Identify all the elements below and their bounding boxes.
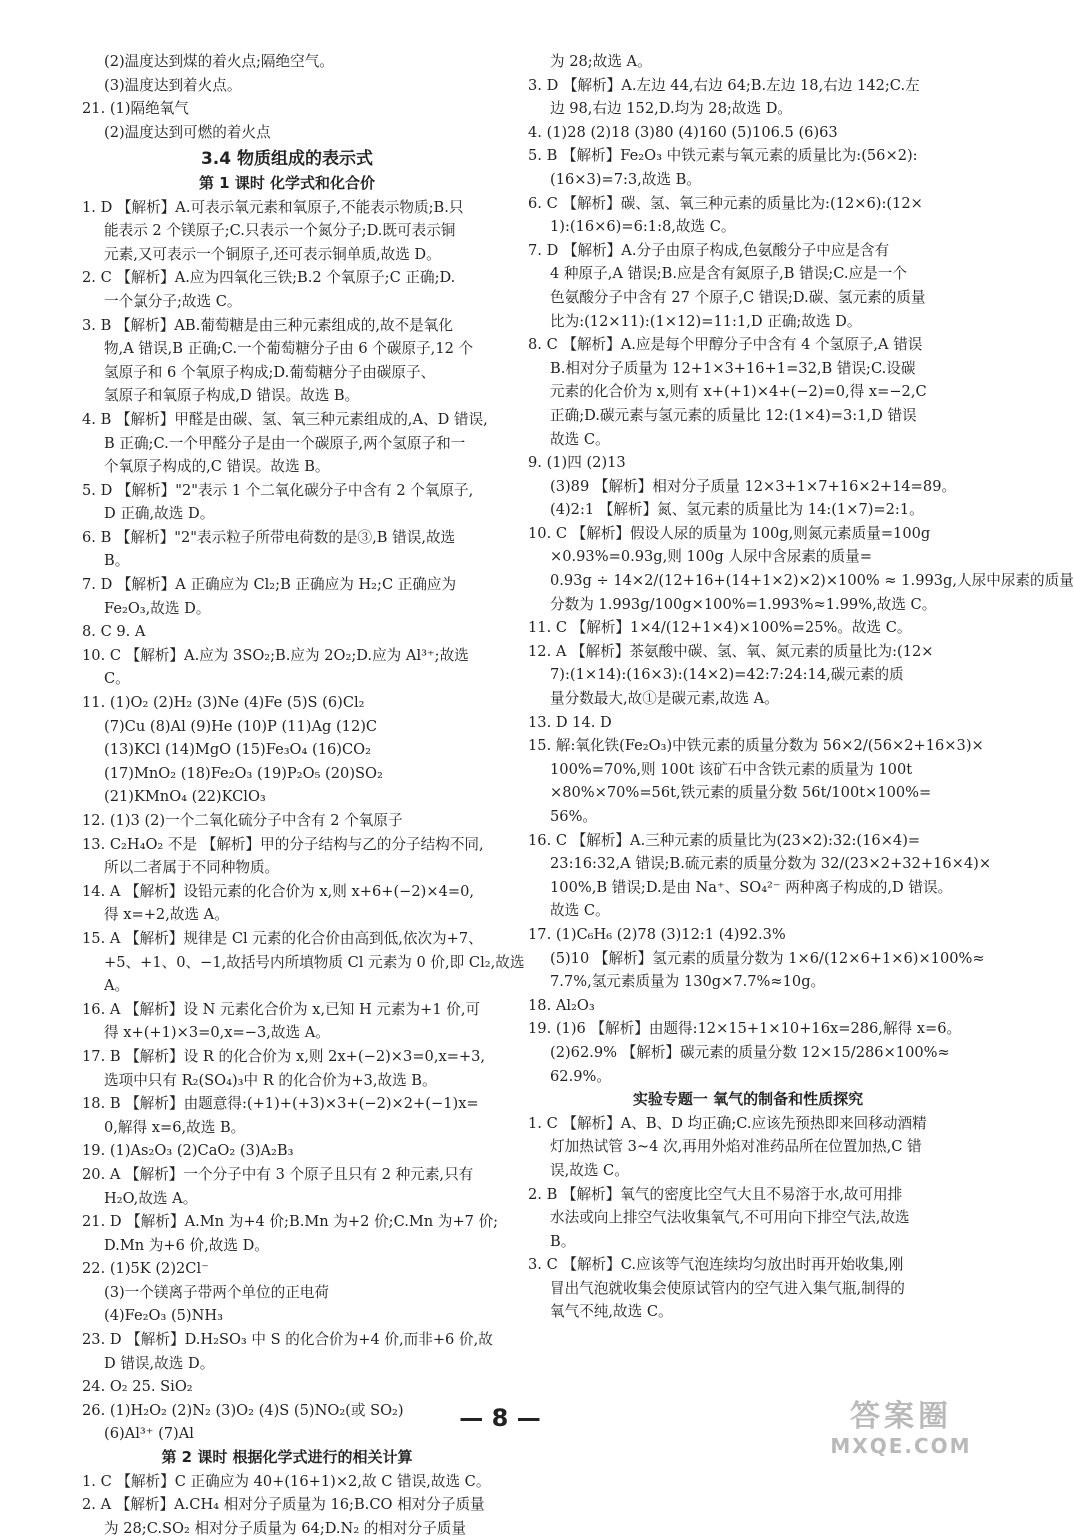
text-line: 21. (1)隔绝氧气 — [82, 100, 189, 118]
text-line: 100%=70%,则 100t 该矿石中含铁元素的质量为 100t — [550, 760, 913, 778]
text-line: 17. B 【解析】设 R 的化合价为 x,则 2x+(−2)×3=0,x=+3, — [82, 1047, 486, 1065]
text-line: 16. C 【解析】A.三种元素的质量比为(23×2):32:(16×4)= — [528, 831, 921, 849]
text-line: 23. D 【解析】D.H₂SO₃ 中 S 的化合价为+4 价,而非+6 价,故 — [82, 1331, 493, 1349]
text-line: 得 x=+2,故选 A。 — [104, 906, 229, 924]
text-line: 4 种原子,A 错误;B.应是含有氮原子,B 错误;C.应是一个 — [550, 265, 907, 283]
text-line: (3)89 【解析】相对分子质量 12×3+1×7+16×2+14=89。 — [550, 477, 957, 495]
text-line: B 正确;C.一个甲醛分子是由一个碳原子,两个氢原子和一 — [104, 434, 466, 452]
text-line: (5)10 【解析】氢元素的质量分数为 1×6/(12×6+1×6)×100%≈ — [550, 949, 985, 967]
text-line: 14. A 【解析】设铅元素的化合价为 x,则 x+6+(−2)×4=0, — [82, 882, 475, 900]
text-line: (2)62.9% 【解析】碳元素的质量分数 12×15/286×100%≈ — [550, 1043, 950, 1061]
text-line: 为 28;故选 A。 — [550, 53, 652, 70]
text-line: 能表示 2 个镁原子;C.只表示一个氮分子;D.既可表示铜 — [104, 222, 456, 240]
watermark — [826, 1400, 976, 1462]
text-line: 误,故选 C。 — [550, 1161, 629, 1179]
left-column — [82, 50, 525, 1540]
text-line: 15. A 【解析】规律是 Cl 元素的化合价由高到低,依次为+7、 — [82, 929, 483, 947]
text-line: (3)一个镁离子带两个单位的正电荷 — [104, 1283, 329, 1301]
text-line: (3)温度达到着火点。 — [104, 76, 242, 94]
text-line: 8. C 9. A — [82, 623, 146, 641]
text-line: 灯加热试管 3~4 次,再用外焰对准药品所在位置加热,C 错 — [550, 1138, 922, 1156]
text-line: 边 98,右边 152,D.均为 28;故选 D。 — [550, 100, 793, 118]
text-line: 5. D 【解析】"2"表示 1 个二氧化碳分子中含有 2 个氧原子, — [82, 481, 474, 499]
text-line: 1. C 【解析】C 正确应为 40+(16+1)×2,故 C 错误,故选 C。 — [82, 1472, 491, 1490]
text-line: 3. B 【解析】AB.葡萄糖是由三种元素组成的,故不是氧化 — [82, 316, 453, 334]
text-line: 所以二者属于不同种物质。 — [104, 859, 280, 877]
text-line: 7):(1×14):(16×3):(14×2)=42:7:24:14,碳元素的质 — [550, 666, 904, 684]
watermark-url: MXQE.COM — [830, 1434, 972, 1458]
text-line: 选项中只有 R₂(SO₄)₃中 R 的化合价为+3,故选 B。 — [104, 1071, 437, 1089]
text-line: 8. C 【解析】A.应是每个甲醇分子中含有 4 个氢原子,A 错误 — [528, 336, 923, 354]
text-line: 0.93g ÷ 14×2/(12+16+(14+1×2)×2)×100% ≈ 1.993g,人尿中尿素的质量 — [550, 572, 1074, 590]
page-number: — 8 — — [459, 1404, 541, 1432]
text-line: 10. C 【解析】假设人尿的质量为 100g,则氮元素质量=100g — [528, 524, 931, 542]
text-line: ×0.93%=0.93g,则 100g 人尿中含尿素的质量= — [550, 548, 872, 566]
text-line: 62.9%。 — [550, 1067, 611, 1085]
text-line: B.相对分子质量为 12+1×3+16+1=32,B 错误;C.设碳 — [550, 359, 916, 377]
text-line: 100%,B 错误;D.是由 Na⁺、SO₄²⁻ 两种离子构成的,D 错误。 — [550, 878, 953, 896]
text-line: 0,解得 x=6,故选 B。 — [104, 1118, 246, 1136]
text-line: (21)KMnO₄ (22)KClO₃ — [104, 788, 266, 806]
text-line: 19. (1)As₂O₃ (2)CaO₂ (3)A₂B₃ — [82, 1142, 294, 1160]
text-line: 3. D 【解析】A.左边 44,右边 64;B.左边 18,右边 142;C.左 — [528, 76, 920, 94]
section-title: 实验专题一 氧气的制备和性质探究 — [632, 1090, 864, 1109]
text-line: 16. A 【解析】设 N 元素化合价为 x,已知 H 元素为+1 价,可 — [82, 1000, 481, 1018]
text-line: 26. (1)H₂O₂ (2)N₂ (3)O₂ (4)S (5)NO₂(或 SO₂) — [82, 1401, 404, 1419]
text-line: +5、+1、0、−1,故括号内所填物质 Cl 元素为 0 价,即 Cl₂,故选 — [104, 953, 525, 971]
text-line: 22. (1)5K (2)2Cl⁻ — [82, 1260, 209, 1278]
text-line: 故选 C。 — [550, 430, 610, 448]
text-line: 得 x+(+1)×3=0,x=−3,故选 A。 — [104, 1024, 330, 1042]
text-line: 氢原子和氧原子构成,D 错误。故选 B。 — [104, 387, 360, 405]
text-line: 为 28;C.SO₂ 相对分子质量为 64;D.N₂ 的相对分子质量 — [104, 1519, 466, 1537]
text-line: 24. O₂ 25. SiO₂ — [82, 1378, 193, 1396]
text-line: 7. D 【解析】A 正确应为 Cl₂;B 正确应为 H₂;C 正确应为 — [82, 576, 457, 594]
text-line: D 错误,故选 D。 — [104, 1354, 215, 1372]
text-line: 1):(16×6)=6:1:8,故选 C。 — [550, 218, 736, 236]
text-line: 2. C 【解析】A.应为四氧化三铁;B.2 个氧原子;C 正确;D. — [82, 269, 456, 287]
text-line: (4)Fe₂O₃ (5)NH₃ — [104, 1307, 223, 1325]
text-line: 20. A 【解析】一个分子中有 3 个原子且只有 2 种元素,只有 — [82, 1165, 474, 1183]
text-line: 色氨酸分子中含有 27 个原子,C 错误;D.碳、氢元素的质量 — [550, 288, 926, 306]
lesson-title: 第 1 课时 化学式和化合价 — [198, 173, 376, 192]
text-line: (17)MnO₂ (18)Fe₂O₃ (19)P₂O₅ (20)SO₂ — [104, 764, 383, 782]
text-line: 17. (1)C₆H₆ (2)78 (3)12:1 (4)92.3% — [528, 925, 786, 943]
text-line: 1. C 【解析】A、B、D 均正确;C.应该先预热即来回移动酒精 — [528, 1114, 927, 1132]
text-line: 19. (1)6 【解析】由题得:12×15+1×10+16x=286,解得 x=6。 — [528, 1020, 962, 1038]
text-line: 氢原子和 6 个氧原子构成;D.葡萄糖分子由碳原子、 — [104, 363, 436, 381]
text-line: 13. C₂H₄O₂ 不是 【解析】甲的分子结构与乙的分子结构不同, — [82, 835, 484, 853]
text-line: 比为:(12×11):(1×12)=11:1,D 正确;故选 D。 — [550, 312, 862, 330]
watermark-logo-text: 答案圈 — [850, 1399, 952, 1434]
text-line: 5. B 【解析】Fe₂O₃ 中铁元素与氧元素的质量比为:(56×2): — [528, 147, 918, 165]
text-line: 3. C 【解析】C.应该等气泡连续均匀放出时再开始收集,刚 — [528, 1256, 904, 1274]
text-line: (6)Al³⁺ (7)Al — [104, 1425, 194, 1443]
section-title: 3.4 物质组成的表示式 — [200, 149, 374, 170]
text-line: 21. D 【解析】A.Mn 为+4 价;B.Mn 为+2 价;C.Mn 为+7 价; — [82, 1213, 499, 1231]
text-line: 18. B 【解析】由题意得:(+1)+(+3)×3+(−2)×2+(−1)x= — [82, 1095, 479, 1113]
text-line: C。 — [104, 670, 130, 688]
text-line: 氧气不纯,故选 C。 — [550, 1303, 673, 1321]
text-line: 1. D 【解析】A.可表示氧元素和氧原子,不能表示物质;B.只 — [82, 198, 464, 216]
text-line: 11. (1)O₂ (2)H₂ (3)Ne (4)Fe (5)S (6)Cl₂ — [82, 694, 365, 712]
text-line: 元素,又可表示一个铜原子,还可表示铜单质,故选 D。 — [104, 245, 441, 263]
text-line: 13. D 14. D — [528, 713, 612, 731]
text-line: (13)KCl (14)MgO (15)Fe₃O₄ (16)CO₂ — [104, 741, 371, 759]
text-line: 分数为 1.993g/100g×100%=1.993%≈1.99%,故选 C。 — [550, 595, 937, 613]
text-line: D 正确,故选 D。 — [104, 505, 215, 523]
text-line: 6. C 【解析】碳、氢、氧三种元素的质量比为:(12×6):(12× — [528, 194, 923, 212]
text-line: 23:16:32,A 错误;B.硫元素的质量分数为 32/(23×2+32+16×4)× — [550, 855, 992, 873]
lesson-title: 第 2 课时 根据化学式进行的相关计算 — [161, 1448, 413, 1467]
right-column — [528, 50, 1074, 1324]
text-line: H₂O,故选 A。 — [104, 1189, 198, 1207]
text-line: 水法或向上排空气法收集氧气,不可用向下排空气法,故选 — [550, 1209, 910, 1227]
text-line: 15. 解:氧化铁(Fe₂O₃)中铁元素的质量分数为 56×2/(56×2+16×3)× — [528, 737, 984, 755]
text-line: 物,A 错误,B 正确;C.一个葡萄糖分子由 6 个碳原子,12 个 — [104, 340, 474, 358]
text-line: 11. C 【解析】1×4/(12+1×4)×100%=25%。故选 C。 — [528, 619, 912, 637]
text-line: 10. C 【解析】A.应为 3SO₂;B.应为 2O₂;D.应为 Al³⁺;故选 — [82, 646, 469, 664]
text-line: 4. B 【解析】甲醛是由碳、氢、氧三种元素组成的,A、D 错误, — [82, 410, 488, 428]
text-line: 18. Al₂O₃ — [528, 996, 595, 1014]
text-line: 量分数最大,故①是碳元素,故选 A。 — [550, 690, 779, 708]
text-line: 9. (1)四 (2)13 — [528, 454, 626, 472]
text-line: 12. (1)3 (2)一个二氧化硫分子中含有 2 个氧原子 — [82, 812, 403, 829]
text-line: (7)Cu (8)Al (9)He (10)P (11)Ag (12)C — [104, 717, 378, 735]
text-line: 冒出气泡就收集会使原试管内的空气进入集气瓶,制得的 — [550, 1279, 905, 1297]
text-line: Fe₂O₃,故选 D。 — [104, 599, 211, 617]
text-line: (2)温度达到可燃的着火点 — [104, 123, 271, 141]
text-line: B。 — [104, 552, 130, 570]
text-line: 2. B 【解析】氧气的密度比空气大且不易溶于水,故可用排 — [528, 1185, 903, 1203]
text-line: ×80%×70%=56t,铁元素的质量分数 56t/100t×100%= — [550, 784, 932, 802]
text-line: 6. B 【解析】"2"表示粒子所带电荷数的是③,B 错误,故选 — [82, 528, 456, 546]
text-line: D.Mn 为+6 价,故选 D。 — [104, 1236, 269, 1254]
text-line: 2. A 【解析】A.CH₄ 相对分子质量为 16;B.CO 相对分子质量 — [82, 1496, 485, 1514]
text-line: (2)温度达到煤的着火点;隔绝空气。 — [104, 53, 334, 70]
text-line: 故选 C。 — [550, 902, 610, 920]
text-line: 7.7%,氢元素质量为 130g×7.7%≈10g。 — [550, 973, 826, 991]
text-line: 56%。 — [550, 808, 598, 825]
text-line: 元素的化合价为 x,则有 x+(+1)×4+(−2)=0,得 x=−2,C — [550, 383, 927, 401]
text-line: 4. (1)28 (2)18 (3)80 (4)160 (5)106.5 (6)63 — [528, 123, 838, 141]
text-line: 正确;D.碳元素与氢元素的质量比 12:(1×4)=3:1,D 错误 — [550, 406, 917, 424]
text-line: 个氧原子构成的,C 错误。故选 B。 — [104, 458, 330, 476]
text-line: 7. D 【解析】A.分子由原子构成,色氨酸分子中应是含有 — [528, 241, 890, 259]
text-line: 一个氯分子;故选 C。 — [104, 292, 242, 310]
text-line: 12. A 【解析】茶氨酸中碳、氢、氧、氮元素的质量比为:(12× — [528, 642, 934, 660]
text-line: B。 — [550, 1232, 576, 1250]
text-line: (16×3)=7:3,故选 B。 — [550, 170, 701, 188]
text-line: A。 — [104, 977, 130, 995]
text-line: (4)2:1 【解析】氮、氢元素的质量比为 14:(1×7)=2:1。 — [550, 501, 924, 519]
